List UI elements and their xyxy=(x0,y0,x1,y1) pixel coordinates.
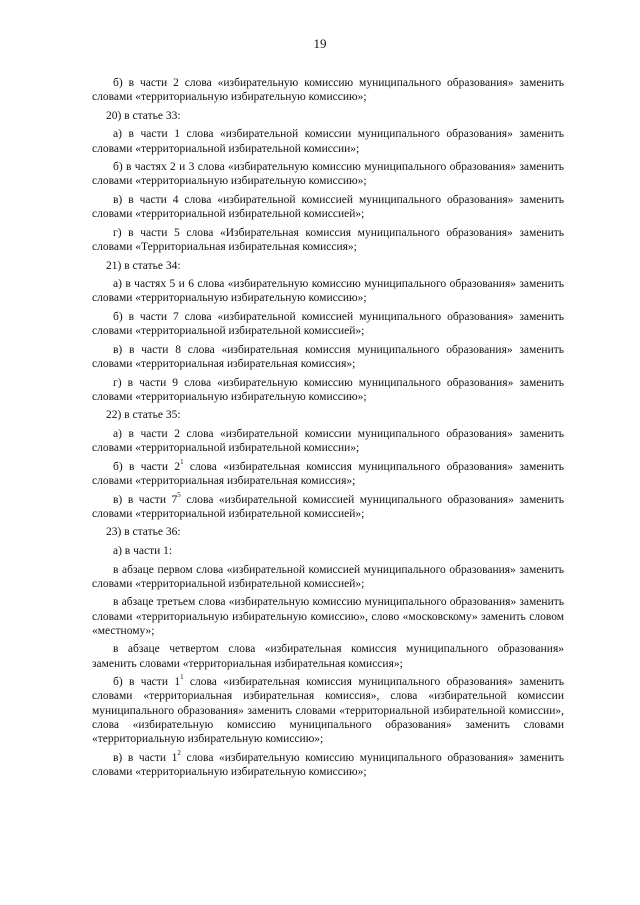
paragraph-text: б) в части 7 слова «избирательной комиссией муниципального образования» заменить словами «территориальной избирательной комиссией»; xyxy=(92,310,564,338)
paragraph-text: а) в части 1: xyxy=(113,544,173,557)
paragraph-text: б) в части 2 слова «избирательную комиссию муниципального образования» заменить словами «территориальную избирательную комиссию»; xyxy=(92,77,564,104)
page-number: 19 xyxy=(313,36,327,51)
paragraph xyxy=(92,427,564,455)
paragraph-text: слова «избирательную комиссию муниципального образования» заменить словами «территориальную избирательную комиссию»; xyxy=(92,751,564,778)
paragraph-text: а) в части 2 слова «избирательной комиссии муниципального образования» заменить словами «территориальной избирательной комиссии»; xyxy=(92,427,564,455)
list-item xyxy=(92,109,564,123)
paragraph-text: б) в частях 2 и 3 слова «избирательную комиссию муниципального образования» заменить словами «территориальную избирательную комиссию»; xyxy=(92,161,564,188)
superscript: 2 xyxy=(177,748,181,757)
list-item xyxy=(92,525,564,539)
paragraph-text: в абзаце четвертом слова «избирательная комиссия муниципального образования» заменить словами «территориальная избирательная комиссия»; xyxy=(92,643,564,670)
superscript: 1 xyxy=(180,673,184,682)
paragraph xyxy=(92,748,564,779)
superscript: 5 xyxy=(177,490,181,499)
paragraph-text: 20) в статье 33: xyxy=(106,109,181,122)
paragraph xyxy=(92,310,564,338)
paragraph-text: а) в части 1 слова «избирательной комиссии муниципального образования» заменить словами «территориальной избирательной комиссии»; xyxy=(92,128,564,155)
paragraph-text: г) в части 5 слова «Избирательная комиссия муниципального образования» заменить словами «Территориальная избирательная комиссия»; xyxy=(92,226,564,253)
paragraph xyxy=(92,563,564,591)
paragraph-text: 21) в статье 34: xyxy=(106,259,181,272)
paragraph-text: а) в частях 5 и 6 слова «избирательную комиссию муниципального образования» заменить словами «территориальную избирательную комиссию»; xyxy=(92,278,564,305)
document-body xyxy=(92,76,564,783)
paragraph xyxy=(92,490,564,521)
superscript: 1 xyxy=(180,457,184,466)
list-item xyxy=(92,408,564,422)
list-item xyxy=(92,259,564,273)
paragraph-text: в) в части 8 слова «избирательная комиссия муниципального образования» заменить словами «территориальная избирательная комиссия»; xyxy=(92,343,564,370)
paragraph xyxy=(92,544,564,558)
paragraph-text: 22) в статье 35: xyxy=(106,409,181,422)
paragraph-text: слова «избирательная комиссия муниципального образования» заменить словами «территориальная избирательная комиссия»; xyxy=(92,460,564,487)
paragraph xyxy=(92,376,564,404)
paragraph-text: в абзаце первом слова «избирательной комиссией муниципального образования» заменить словами «территориальной избирательной комиссией»; xyxy=(92,563,564,590)
paragraph xyxy=(92,277,564,305)
paragraph-text: в) в части 4 слова «избирательной комиссией муниципального образования» заменить словами «территориальной избирательной комиссией»; xyxy=(92,193,564,221)
paragraph-text: слова «избирательная комиссия муниципального образования» заменить словами «территориальная избирательная комиссия», слова «избирательной комиссии муниципального образования» заменить словами «территориальной избирательной комиссии», слова «избирательную комиссию муниципального образования» заменить словами «территориальную избирательную комиссию»; xyxy=(92,676,564,745)
paragraph-text: в) в части 1 xyxy=(113,751,178,764)
paragraph xyxy=(92,457,564,488)
paragraph-text: б) в части 2 xyxy=(113,460,181,473)
paragraph-text: слова «избирательной комиссией муниципального образования» заменить словами «территориальной избирательной комиссией»; xyxy=(92,493,564,520)
paragraph-text: г) в части 9 слова «избирательную комиссию муниципального образования» заменить словами «территориальную избирательную комиссию»; xyxy=(92,376,564,403)
paragraph xyxy=(92,226,564,254)
paragraph xyxy=(92,595,564,638)
paragraph xyxy=(92,76,564,104)
paragraph xyxy=(92,675,564,746)
paragraph xyxy=(92,193,564,221)
paragraph-text: в) в части 7 xyxy=(113,493,178,506)
paragraph-text: б) в части 1 xyxy=(113,676,181,689)
paragraph xyxy=(92,642,564,670)
paragraph xyxy=(92,127,564,155)
paragraph xyxy=(92,160,564,188)
paragraph-text: в абзаце третьем слова «избирательную комиссию муниципального образования» заменить словами «территориальную избирательную комиссию», слово «московскому» заменить словом «местному»; xyxy=(92,596,564,637)
paragraph-text: 23) в статье 36: xyxy=(106,526,181,539)
paragraph xyxy=(92,343,564,371)
